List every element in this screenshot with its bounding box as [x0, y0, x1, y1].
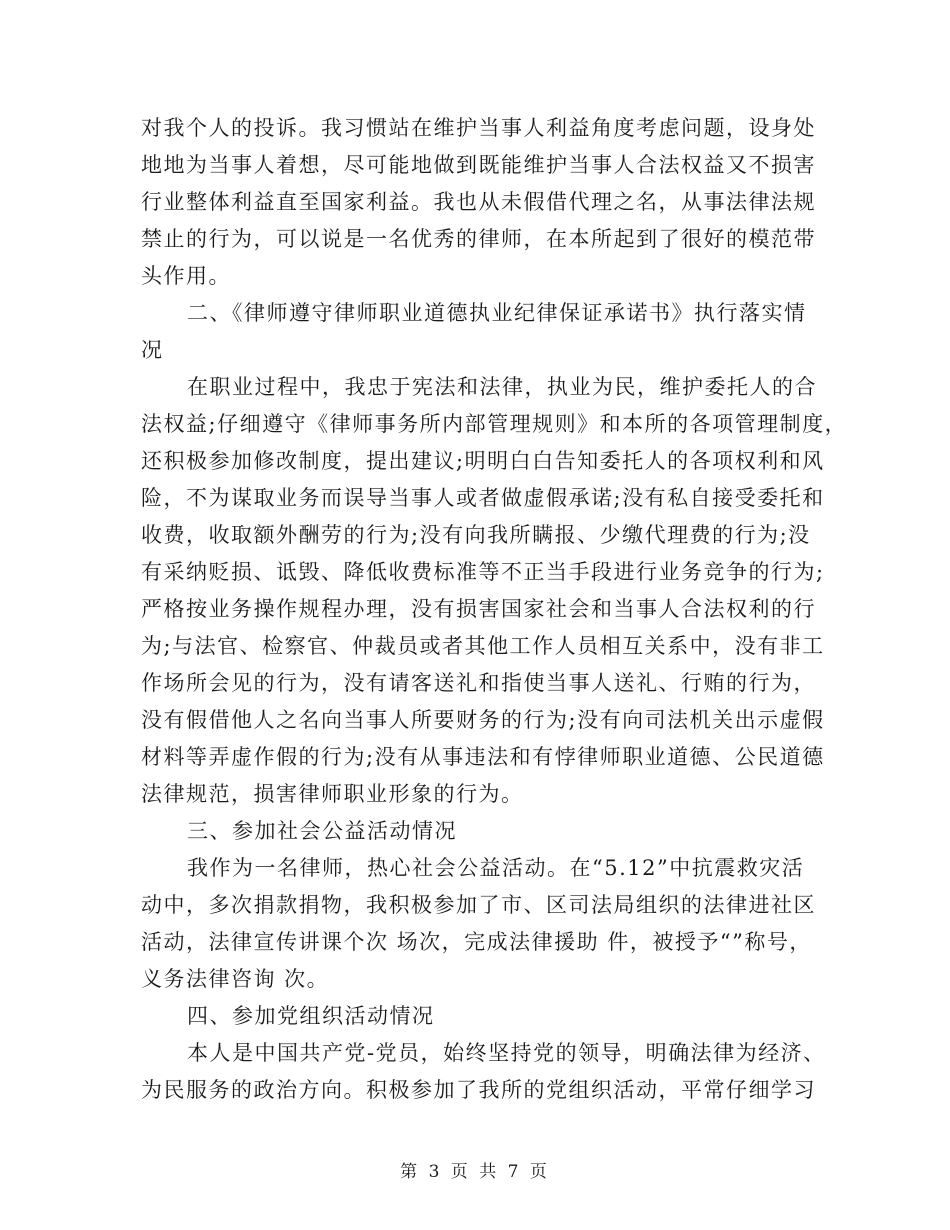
body-text-line: 在职业过程中，我忠于宪法和法律，执业为民，维护委托人的合	[187, 375, 817, 399]
body-text-line: 义务法律咨询 次。	[141, 967, 330, 991]
body-text-line: 活动，法律宣传讲课个次 场次，完成法律援助 件，被授予“”称号，	[141, 930, 812, 954]
body-text-line: 作场所会见的行为，没有请客送礼和指使当事人送礼、行贿的行为，	[141, 671, 816, 695]
body-text-line: 还积极参加修改制度，提出建议;明明白白告知委托人的各项权利和风	[141, 449, 825, 473]
section-heading: 四、参加党组织活动情况	[187, 1004, 435, 1028]
body-text-line: 行业整体利益直至国家利益。我也从未假借代理之名，从事法律法规	[141, 190, 816, 214]
body-text-line: 为;与法官、检察官、仲裁员或者其他工作人员相互关系中，没有非工	[141, 634, 825, 658]
body-text-line: 材料等弄虚作假的行为;没有从事违法和有悖律师职业道德、公民道德	[141, 745, 825, 769]
body-text-line: 收费，收取额外酬劳的行为;没有向我所瞒报、少缴代理费的行为;没	[141, 523, 811, 547]
body-text-line: 我作为一名律师，热心社会公益活动。在“5.12”中抗震救灾活	[187, 856, 805, 880]
section-heading: 三、参加社会公益活动情况	[187, 819, 457, 843]
body-text-line: 地地为当事人着想，尽可能地做到既能维护当事人合法权益又不损害	[141, 153, 816, 177]
body-text-line: 法权益;仔细遵守《律师事务所内部管理规则》和本所的各项管理制度，	[141, 412, 848, 436]
body-text-line: 有采纳贬损、诋毁、降低收费标准等不正当手段进行业务竞争的行为;	[141, 560, 825, 584]
page-number-footer: 第 3 页 共 7 页	[400, 1162, 550, 1182]
body-text-line: 法律规范，损害律师职业形象的行为。	[141, 782, 524, 806]
body-text-line: 为民服务的政治方向。积极参加了我所的党组织活动，平常仔细学习	[141, 1078, 816, 1102]
body-text-line: 禁止的行为，可以说是一名优秀的律师，在本所起到了很好的模范带	[141, 227, 816, 251]
body-text-line: 对我个人的投诉。我习惯站在维护当事人利益角度考虑问题，设身处	[141, 116, 816, 140]
section-heading: 二、《律师遵守律师职业道德执业纪律保证承诺书》执行落实情	[187, 301, 807, 325]
body-text-line: 没有假借他人之名向当事人所要财务的行为;没有向司法机关出示虚假	[141, 708, 825, 732]
body-text-line: 险，不为谋取业务而误导当事人或者做虚假承诺;没有私自接受委托和	[141, 486, 825, 510]
body-text-line: 严格按业务操作规程办理，没有损害国家社会和当事人合法权利的行	[141, 597, 816, 621]
body-text-line: 动中，多次捐款捐物，我积极参加了市、区司法局组织的法律进社区	[141, 893, 816, 917]
section-heading-continuation: 况	[141, 338, 164, 362]
body-text-line: 本人是中国共产党-党员，始终坚持党的领导，明确法律为经济、	[187, 1041, 826, 1065]
body-text-line: 头作用。	[141, 264, 231, 288]
